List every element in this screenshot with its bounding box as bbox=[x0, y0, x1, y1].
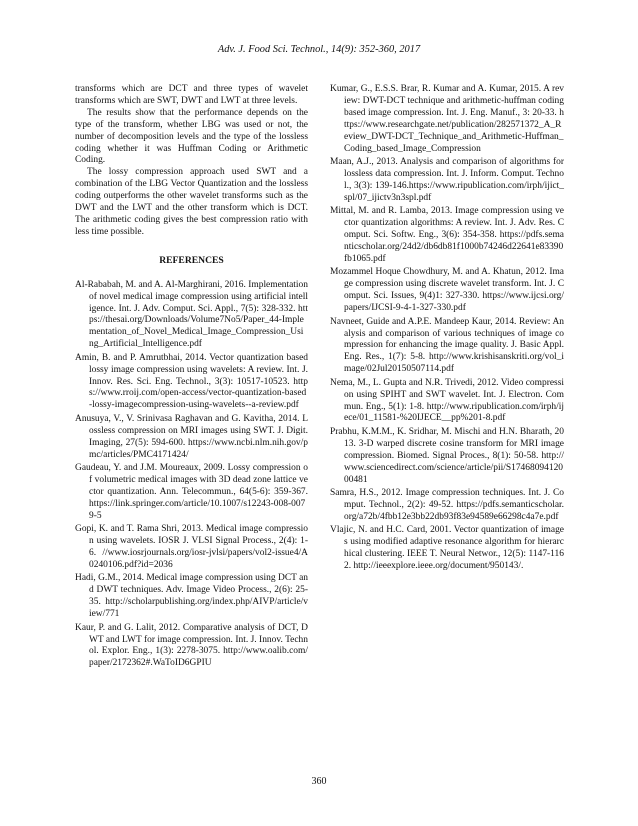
reference-entry: Nema, M., L. Gupta and N.R. Trivedi, 2012. Video compression using SPIHT and SWT wavelet. Int. J. Electron. Commun. Eng., 5(1): 1-8. http://www.ripublication.com/irph/ijece/01_11581-%20IJECE__pp%201-8.pdf bbox=[330, 377, 564, 424]
reference-entry: Kumar, G., E.S.S. Brar, R. Kumar and A. Kumar, 2015. A review: DWT-DCT technique and arithmetic-huffman coding based image compression. Int. J. Eng. Manuf., 3: 20-33. https://www.researchgate.net/publication/282571372_A_Review_DWT-DCT_Technique_and_Arithmetic-Huffman_Coding_based_Image_Compression bbox=[330, 84, 564, 154]
reference-entry: Anusuya, V., V. Srinivasa Raghavan and G. Kavitha, 2014. Lossless compression on MRI images using SWT. J. Digit. Imaging, 27(5): 594-600. https://www.ncbi.nlm.nih.gov/pmc/articles/PMC4171424/ bbox=[75, 413, 308, 460]
reference-entry: Prabhu, K.M.M., K. Sridhar, M. Mischi and H.N. Bharath, 2013. 3-D warped discrete cosine transform for MRI image compression. Biomed. Signal Proces., 8(1): 50-58. http://www.sciencedirect.com/science/article/pii/S1746809412000481 bbox=[330, 426, 564, 485]
body-paragraph: The lossy compression approach used SWT and a combination of the LBG Vector Quantization and the lossless coding outperforms the other wavelet transforms such as the DWT and the LWT and the other transform which is DCT. The arithmetic coding gives the best compression ratio with less time possible. bbox=[75, 167, 308, 237]
reference-entry: Kaur, P. and G. Lalit, 2012. Comparative analysis of DCT, DWT and LWT for image compression. Int. J. Innov. Technol. Explor. Eng., 1(3): 2278-3075. http://www.oalib.com/paper/2172362#.WaToID6GPIU bbox=[75, 622, 308, 669]
reference-entry: Samra, H.S., 2012. Image compression techniques. Int. J. Comput. Technol., 2(2): 49-52. https://pdfs.semanticscholar.org/a72b/4fbb12e3bb22db93f83e94589e66298c4a7e.pdf bbox=[330, 488, 564, 522]
reference-entry: Gopi, K. and T. Rama Shri, 2013. Medical image compression using wavelets. IOSR J. VLSI Signal Process., 2(4): 1-6. //www.iosrjournals.org/iosr-jvlsi/papers/vol2-issue4/A0240106.pdf?id=2036 bbox=[75, 524, 308, 570]
running-header: Adv. J. Food Sci. Technol., 14(9): 352-360, 2017 bbox=[217, 44, 421, 55]
left-column bbox=[75, 84, 308, 672]
reference-entry: Maan, A.J., 2013. Analysis and comparison of algorithms for lossless data compression. Int. J. Inform. Comput. Technol., 3(3): 139-146.https://www.ripublication.com/irph/ijict_spl/07_ijictv3n3spl.pdf bbox=[330, 157, 564, 203]
reference-entry: Amin, B. and P. Amrutbhai, 2014. Vector quantization based lossy image compression using wavelets: A review. Int. J. Innov. Res. Sci. Eng. Technol., 3(3): 10517-10523. https://www.rroij.com/open-access/vector-quantization-based-lossy-imagecompression-using-wavelets--a-review.pdf bbox=[75, 352, 308, 411]
reference-entry: Mittal, M. and R. Lamba, 2013. Image compression using vector quantization algorithms: A review. Int. J. Adv. Res. Comput. Sci. Softw. Eng., 3(6): 354-358. https://pdfs.semanticscholar.org/24d2/db6db81f1000b74246d22641e83390fb1065.pdf bbox=[330, 206, 564, 264]
reference-entry: Navneet, Guide and A.P.E. Mandeep Kaur, 2014. Review: Analysis and comparison of various techniques of image compression for enhancing the image quality. J. Basic Appl. Eng. Res., 1(7): 5-8. http://www.krishisanskriti.org/vol_image/02Jul20150507114.pdf bbox=[330, 316, 564, 375]
right-column bbox=[330, 84, 564, 575]
reference-entry: Vlajic, N. and H.C. Card, 2001. Vector quantization of images using modified adaptive resonance algorithm for hierarchical clustering. IEEE T. Neural Networ., 12(5): 1147-1162. http://ieeexplore.ieee.org/document/950143/. bbox=[330, 525, 564, 572]
reference-entry: Gaudeau, Y. and J.M. Moureaux, 2009. Lossy compression of volumetric medical images with 3D dead zone lattice vector quantization. Ann. Telecommun., 64(5-6): 359-367. https://link.springer.com/article/10.1007/s12243-008-0079-5 bbox=[75, 463, 308, 521]
page-number: 360 bbox=[311, 776, 327, 787]
reference-entry: Mozammel Hoque Chowdhury, M. and A. Khatun, 2012. Image compression using discrete wavelet transform. Int. J. Comput. Sci. Issues, 9(4)1: 327-330. https://www.ijcsi.org/papers/IJCSI-9-4-1-327-330.pdf bbox=[330, 267, 564, 314]
body-paragraph: The results show that the performance depends on the type of the transform, whether LBG was used or not, the number of decomposition levels and the type of the lossless coding whether it was Huffman Coding or Arithmetic Coding. bbox=[75, 107, 308, 166]
body-paragraph: transforms which are DCT and three types of wavelet transforms which are SWT, DWT and LWT at three levels. bbox=[75, 84, 308, 106]
references-heading: REFERENCES bbox=[159, 254, 224, 266]
reference-entry: Hadi, G.M., 2014. Medical image compression using DCT and DWT techniques. Adv. Image Video Process., 2(6): 25-35. http://scholarpublishing.org/index.php/AIVP/article/view/771 bbox=[75, 573, 308, 620]
reference-entry: Al-Rababah, M. and A. Al-Marghirani, 2016. Implementation of novel medical image compression using artificial intelligence. Int. J. Adv. Comput. Sci. Appl., 7(5): 328-332. https://thesai.org/Downloads/Volume7No5/Paper_44-Implementation_of_Novel_Medical_Image_Compression_Using_Artificial_Intelligence.pdf bbox=[75, 279, 308, 350]
